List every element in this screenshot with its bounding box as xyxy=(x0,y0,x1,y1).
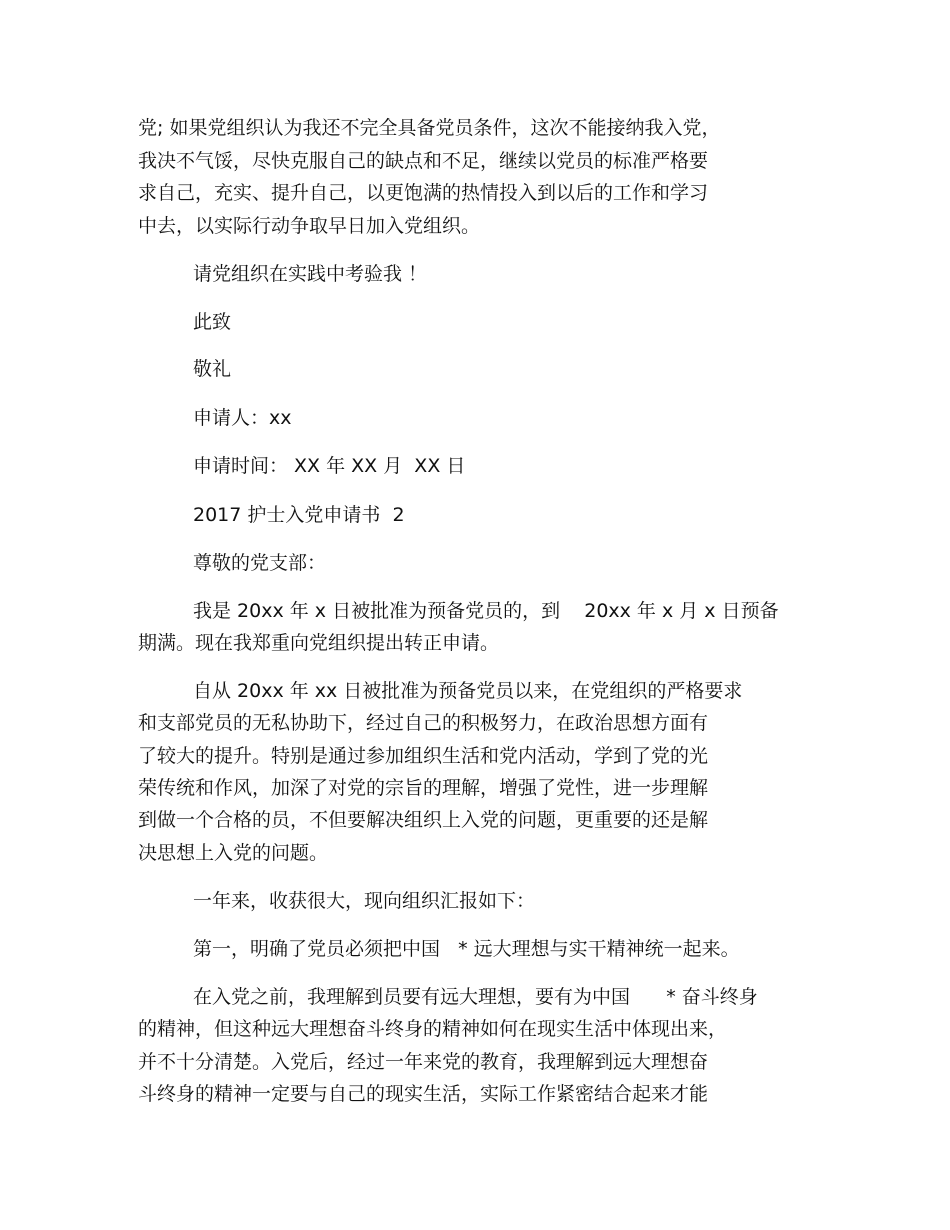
paragraph-line: 并不十分清楚。入党后，经过一年来党的教育，我理解到远大理想奋 xyxy=(138,1051,709,1073)
paragraph-line: 了较大的提升。特别是通过参加组织生活和党内活动，学到了党的光 xyxy=(138,745,709,767)
salutation-line: 此致 xyxy=(193,311,232,333)
regards-line: 敬礼 xyxy=(193,358,232,380)
paragraph-line: 求自己，充实、提升自己，以更饱满的热情投入到以后的工作和学习 xyxy=(138,182,709,204)
paragraph-line: 到做一个合格的员，不但要解决组织上入党的问题，更重要的还是解 xyxy=(138,809,709,831)
paragraph-line: 我是 20xx 年 x 日被批准为预备党员的，到 20xx 年 x 月 x 日预备 xyxy=(193,600,779,622)
paragraph-line: 荣传统和作风，加深了对党的宗旨的理解，增强了党性，进一步理解 xyxy=(138,777,709,799)
applicant-line: 申请人：xx xyxy=(193,407,292,429)
paragraph-line: 斗终身的精神一定要与自己的现实生活，实际工作紧密结合起来才能 xyxy=(138,1083,709,1105)
paragraph-line: 自从 20xx 年 xx 日被批准为预备党员以来，在党组织的严格要求 xyxy=(193,680,743,702)
paragraph-line: 的精神，但这种远大理想奋斗终身的精神如何在现实生活中体现出来， xyxy=(138,1018,728,1040)
paragraph-line: 中去，以实际行动争取早日加入党组织。 xyxy=(138,215,481,237)
exhortation-line: 请党组织在实践中考验我 ！ xyxy=(193,263,428,285)
paragraph-line: 党; 如果党组织认为我还不完全具备党员条件，这次不能接纳我入党， xyxy=(138,117,721,139)
paragraph-line: 决思想上入党的问题。 xyxy=(138,842,329,864)
paragraph-line: 期满。现在我郑重向党组织提出转正申请。 xyxy=(138,632,500,654)
section-title: 2017 护士入党申请书 2 xyxy=(193,504,405,526)
greeting-line: 尊敬的党支部： xyxy=(193,552,327,574)
paragraph-line: 我决不气馁，尽快克服自己的缺点和不足，继续以党员的标准严格要 xyxy=(138,150,709,172)
paragraph-line: 一年来，收获很大，现向组织汇报如下： xyxy=(193,890,536,912)
application-date-line: 申请时间： XX 年 XX 月 XX 日 xyxy=(193,455,466,477)
paragraph-line: 在入党之前，我理解到员要有远大理想，要有为中国 * 奋斗终身 xyxy=(193,986,758,1008)
paragraph-line: 第一，明确了党员必须把中国 * 远大理想与实干精神统一起来。 xyxy=(193,938,740,960)
paragraph-line: 和支部党员的无私协助下，经过自己的积极努力，在政治思想方面有 xyxy=(138,712,709,734)
